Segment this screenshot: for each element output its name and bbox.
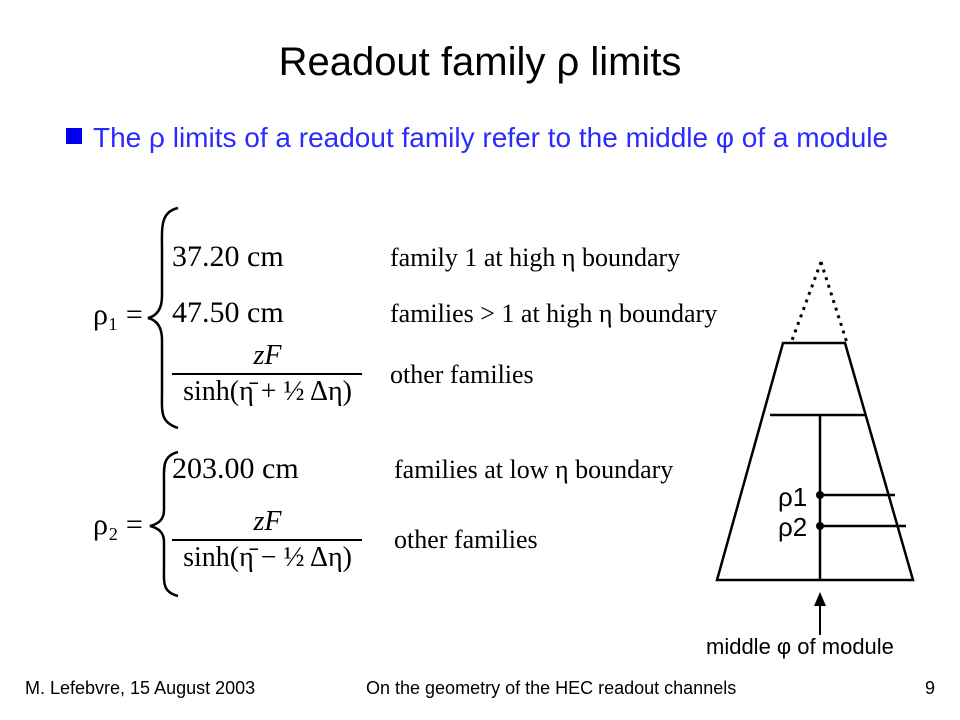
module-diagram bbox=[690, 250, 950, 670]
rho1-denominator: sinh(η̄ + ½ Δη) bbox=[183, 376, 352, 407]
footer-topic: On the geometry of the HEC readout channels bbox=[366, 678, 737, 698]
apex-dotted-right bbox=[821, 262, 847, 343]
rho1-numerator: zF bbox=[253, 340, 282, 371]
rho2-dot bbox=[816, 522, 824, 530]
rho1-dot bbox=[816, 491, 824, 499]
module-caption: middle φ of module bbox=[706, 634, 894, 659]
caption-arrow-head bbox=[814, 592, 826, 606]
rho2-lhs: ρ₂ = bbox=[93, 508, 143, 541]
rho1-lhs: ρ₁ = bbox=[93, 298, 143, 331]
rho2-case1-condition: families at low η boundary bbox=[394, 455, 674, 484]
slide-title: Readout family ρ limits bbox=[278, 40, 682, 84]
bullet-text: The ρ limits of a readout family refer to the middle φ of a module bbox=[93, 122, 889, 153]
rho2-denominator: sinh(η̄ − ½ Δη) bbox=[183, 542, 352, 573]
rho2-label: ρ2 bbox=[778, 512, 808, 542]
rho2-numerator: zF bbox=[253, 506, 282, 537]
rho1-fraction-bar bbox=[172, 373, 362, 375]
footer-author: M. Lefebvre, 15 August 2003 bbox=[25, 678, 256, 698]
rho2-fraction bbox=[170, 506, 365, 538]
rho2-case2-condition: other families bbox=[394, 525, 538, 554]
footer-page-number: 9 bbox=[925, 678, 936, 698]
rho1-fraction bbox=[170, 340, 365, 372]
rho1-case2-condition: families > 1 at high η boundary bbox=[390, 299, 718, 328]
rho1-label: ρ1 bbox=[778, 482, 808, 512]
rho2-denominator-box bbox=[170, 542, 365, 574]
rho2-fraction-bar bbox=[172, 539, 362, 541]
rho1-case2-value: 47.50 cm bbox=[172, 296, 284, 329]
rho1-case1-value: 37.20 cm bbox=[172, 240, 284, 273]
apex-dotted-left bbox=[791, 262, 821, 343]
rho1-case1-condition: family 1 at high η boundary bbox=[390, 243, 681, 272]
rho1-denominator-box bbox=[170, 376, 365, 408]
module-trapezoid bbox=[717, 343, 913, 580]
rho1-case3-condition: other families bbox=[390, 360, 534, 389]
rho2-case1-value: 203.00 cm bbox=[172, 452, 299, 485]
